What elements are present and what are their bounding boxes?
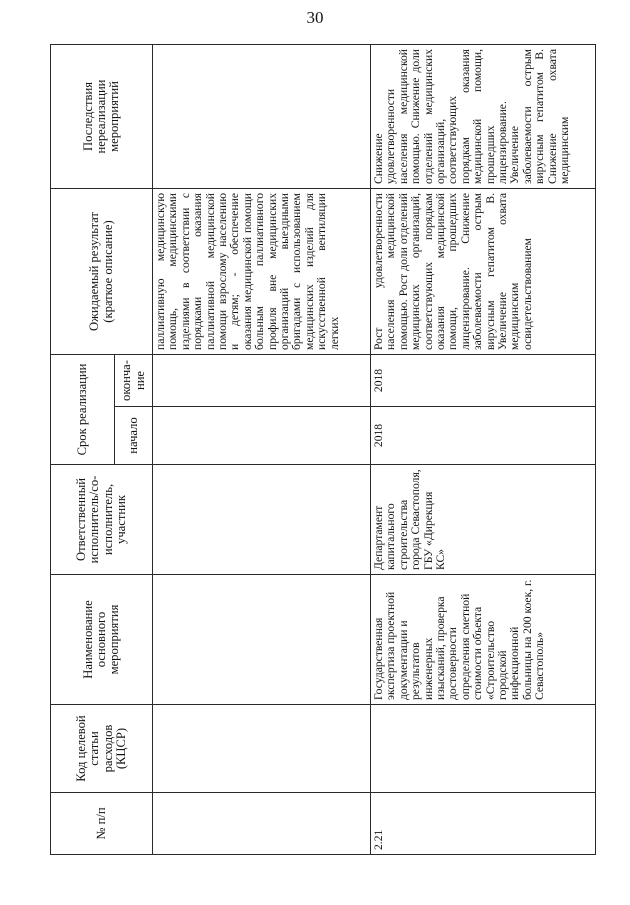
- row2-start: 2018: [371, 407, 596, 465]
- row2-result: Рост удовлетворенности населения медицинской помощью. Рост доли отделений медицинских организаций, соответствующих порядкам оказания медицинской помощи, прошедших лицензирование. Снижение заболеваемости острым вирусным гепатитом В. Увеличение охвата медицинским освидетельствованием: [371, 189, 596, 355]
- row2-num: 2.21: [371, 793, 596, 855]
- header-name: Наименование основного мероприятия: [51, 575, 153, 705]
- row1-responsible: [153, 465, 371, 575]
- row1-end: [153, 355, 371, 407]
- row1-start: [153, 407, 371, 465]
- row1-code: [153, 705, 371, 793]
- row2-code: [371, 705, 596, 793]
- header-consequences: Последствия нереализации мероприятий: [51, 45, 153, 189]
- page-number: 30: [306, 8, 324, 27]
- rotated-table-container: [50, 45, 596, 855]
- header-result: Ожидаемый результат (краткое описание): [51, 189, 153, 355]
- table-row: [153, 45, 371, 855]
- header-row: [51, 45, 115, 855]
- row2-end: 2018: [371, 355, 596, 407]
- header-responsible: Ответственный исполнитель/со-исполнитель, участник: [51, 465, 153, 575]
- header-end: оконча-ние: [115, 355, 153, 407]
- header-num: № п/п: [51, 793, 153, 855]
- table-row: [371, 45, 596, 855]
- row2-consequences: Снижение удовлетворенности населения медицинской помощью. Снижение доли отделений медицинских организаций, соответствующих порядкам оказания медицинской помощи, прошедших лицензирование. Увеличение заболеваемости острым вирусным гепатитом В. Снижение охвата медицинским: [371, 45, 596, 189]
- measures-table: [50, 44, 596, 855]
- row2-responsible: Департамент капитального строительства города Севастополя, ГБУ «Дирекция КС»: [371, 465, 596, 575]
- row1-name: [153, 575, 371, 705]
- header-code: Код целевой статьи расходов (КЦСР): [51, 705, 153, 793]
- row1-result: паллиативную медицинскую помощь, медицинскими изделиями в соответствии с порядками оказания паллиативной медицинской помощи взрослому населению и детям; - обеспечение оказания медицинской помощи больным паллиативного профиля вне медицинских организаций выездными бригадами с использованием медицинских изделий для искусственной вентиляции легких: [153, 189, 371, 355]
- row2-name: Государственная экспертиза проектной документации и результатов инженерных изысканий, проверка достоверности определения сметной стоимости объекта «Строительство городской инфекционной больницы на 200 коек, г. Севастополь»: [371, 575, 596, 705]
- row1-num: [153, 793, 371, 855]
- header-term: Срок реализации: [51, 355, 115, 465]
- row1-consequences: [153, 45, 371, 189]
- header-start: начало: [115, 407, 153, 465]
